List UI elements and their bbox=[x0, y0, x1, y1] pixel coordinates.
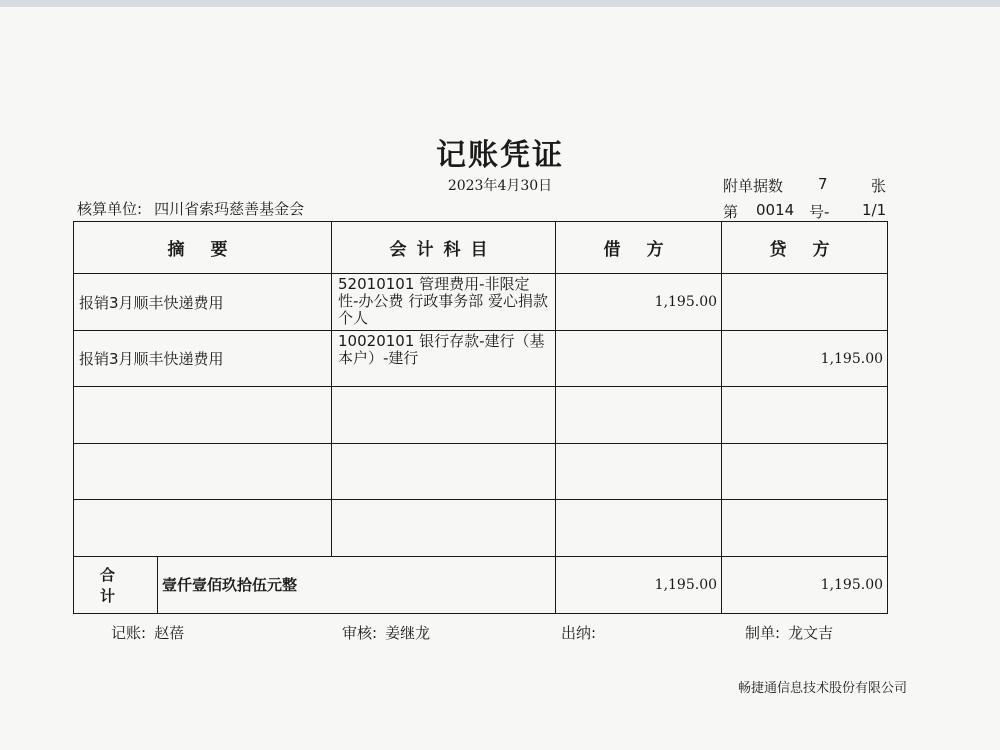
reviewer-name: 姜继龙 bbox=[385, 624, 431, 642]
number-prefix: 第 bbox=[723, 203, 739, 221]
bookkeeper-name: 赵蓓 bbox=[154, 624, 185, 642]
summary-cell bbox=[74, 443, 332, 499]
account-cell: 52010101 管理费用-非限定性-办公费 行政事务部 爱心捐款个人 bbox=[332, 274, 556, 330]
table-row bbox=[74, 500, 888, 556]
credit-cell bbox=[722, 387, 888, 443]
unit-value: 四川省索玛慈善基金会 bbox=[154, 200, 305, 218]
header-summary: 摘 要 bbox=[74, 222, 332, 274]
account-cell bbox=[332, 387, 556, 443]
summary-cell bbox=[74, 387, 332, 443]
credit-cell bbox=[722, 274, 888, 330]
table-row bbox=[74, 387, 888, 443]
header-account: 会计科目 bbox=[332, 222, 556, 274]
total-amount-words: 壹仟壹佰玖拾伍元整 bbox=[158, 556, 556, 614]
voucher-number bbox=[723, 201, 887, 222]
debit-cell bbox=[556, 443, 722, 499]
debit-cell bbox=[556, 500, 722, 556]
summary-cell: 报销3月顺丰快递费用 bbox=[74, 330, 332, 386]
attachments bbox=[723, 175, 887, 196]
reviewer-signature bbox=[342, 622, 430, 643]
preparer-label: 制单: bbox=[745, 624, 781, 642]
reviewer-label: 审核: bbox=[342, 624, 378, 642]
voucher-date: 2023年4月30日 bbox=[447, 178, 553, 194]
account-cell bbox=[332, 500, 556, 556]
summary-cell bbox=[74, 500, 332, 556]
table-header-row bbox=[74, 222, 888, 274]
unit-label: 核算单位: bbox=[77, 200, 143, 218]
table-row bbox=[74, 274, 888, 330]
bookkeeper-label: 记账: bbox=[111, 624, 147, 642]
total-debit: 1,195.00 bbox=[556, 556, 722, 614]
preparer-name: 龙文吉 bbox=[788, 624, 834, 642]
attachments-unit: 张 bbox=[871, 177, 887, 195]
page-number: 1/1 bbox=[862, 201, 887, 219]
voucher-table bbox=[73, 221, 888, 614]
scan-edge bbox=[0, 0, 1000, 7]
debit-cell: 1,195.00 bbox=[556, 274, 722, 330]
total-credit: 1,195.00 bbox=[722, 556, 888, 614]
software-company: 畅捷通信息技术股份有限公司 bbox=[738, 681, 908, 696]
cashier-label: 出纳: bbox=[561, 624, 597, 642]
number-value: 0014 bbox=[756, 201, 795, 219]
attachments-count: 7 bbox=[818, 175, 828, 193]
header-debit: 借 方 bbox=[556, 222, 722, 274]
debit-cell bbox=[556, 387, 722, 443]
table-row bbox=[74, 330, 888, 386]
header-credit: 贷 方 bbox=[722, 222, 888, 274]
bookkeeper-signature bbox=[111, 622, 184, 643]
credit-cell bbox=[722, 500, 888, 556]
cashier-signature bbox=[561, 622, 604, 643]
voucher-title: 记账凭证 bbox=[436, 138, 564, 173]
total-label: 合 计 bbox=[74, 556, 158, 614]
summary-cell: 报销3月顺丰快递费用 bbox=[74, 274, 332, 330]
debit-cell bbox=[556, 330, 722, 386]
credit-cell bbox=[722, 443, 888, 499]
number-suffix: 号- bbox=[809, 203, 830, 221]
account-cell bbox=[332, 443, 556, 499]
accounting-unit bbox=[77, 198, 304, 219]
credit-cell: 1,195.00 bbox=[722, 330, 888, 386]
attachments-label: 附单据数 bbox=[723, 177, 784, 195]
account-cell: 10020101 银行存款-建行（基本户）-建行 bbox=[332, 330, 556, 386]
preparer-signature bbox=[745, 622, 833, 643]
table-row bbox=[74, 443, 888, 499]
total-row bbox=[74, 556, 888, 614]
